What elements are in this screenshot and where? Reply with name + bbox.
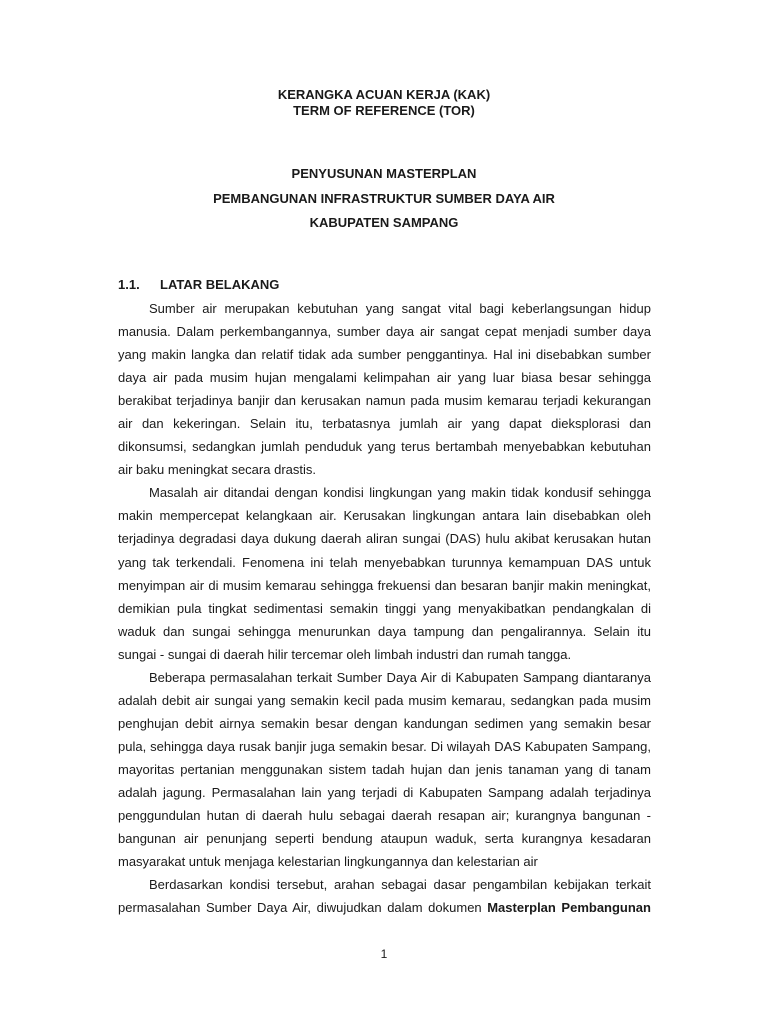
page-number: 1 (380, 947, 388, 961)
paragraph-line: terjadinya degradasi daya dukung daerah aliran sungai (DAS) hulu akibat kerusakan hutan (118, 531, 651, 547)
document-title (0, 87, 768, 119)
title-line-tor: TERM OF REFERENCE (TOR) (293, 103, 475, 118)
paragraph-line: Masalah air ditandai dengan kondisi lingkungan yang makin tidak kondusif sehingga (149, 485, 651, 501)
subtitle-line-3: KABUPATEN SAMPANG (309, 215, 459, 230)
paragraph-line: penghujan debit airnya semakin besar dengan kandungan sedimen yang semakin besar (118, 715, 651, 731)
paragraph-line: adalah jagung. Permasalahan lain yang terjadi di Kabupaten Sampang adalah terjadinya (118, 784, 651, 800)
paragraph-line: menyimpan air di musim kemarau sehingga frekuensi dan besaran banjir makin meningkat, (118, 577, 651, 593)
paragraph-line: air dan kekeringan. Selain itu, terbatasnya jumlah air yang dapat dieksplorasi dan (118, 416, 651, 432)
paragraph-line: demikian pula tingkat sedimentasi semakin tinggi yang menyakibatkan pendangkalan di (118, 600, 651, 616)
paragraph-line: waduk dan sungai sehingga menurunkan daya tampung dan pengalirannya. Selain itu (118, 623, 651, 639)
document-subtitle (0, 162, 768, 236)
paragraph-text: permasalahan Sumber Daya Air, diwujudkan dalam dokumen (118, 900, 488, 916)
paragraph-line: manusia. Dalam perkembangannya, sumber daya air sangat cepat menjadi sumber daya (118, 324, 651, 340)
section-heading (118, 277, 279, 293)
paragraph-line: masyarakat untuk menjaga kelestarian lingkungannya dan kelestarian air (118, 854, 538, 870)
section-number: 1.1. (118, 277, 140, 292)
section-title: LATAR BELAKANG (160, 277, 280, 292)
paragraph-line: yang tak terkendali. Fenomena ini telah menyebabkan turunnya kemampuan DAS untuk (118, 554, 651, 570)
paragraph-line: daya air pada musim hujan mengalami kelimpahan air yang luar biasa besar sehingga (118, 370, 651, 386)
paragraph-line: adalah debit air sungai yang semakin kecil pada musim kemarau, sedangkan pada musim (118, 692, 651, 708)
paragraph-line: Beberapa permasalahan terkait Sumber Daya Air di Kabupaten Sampang diantaranya (149, 669, 651, 685)
body-text (118, 297, 651, 919)
paragraph-line: yang makin langka dan relatif tidak ada sumber penggantinya. Hal ini disebabkan sumber (118, 347, 651, 363)
paragraph-line: sungai - sungai di daerah hilir tercemar oleh limbah industri dan rumah tangga. (118, 646, 572, 662)
bold-phrase: Masterplan Pembangunan (487, 900, 651, 916)
paragraph-line: penggundulan hutan di daerah hulu sebagai daerah resapan air; kurangnya bangunan - (118, 808, 651, 824)
paragraph-line: Sumber air merupakan kebutuhan yang sangat vital bagi keberlangsungan hidup (149, 301, 651, 316)
paragraph-line: Berdasarkan kondisi tersebut, arahan sebagai dasar pengambilan kebijakan terkait (149, 877, 651, 893)
subtitle-line-2: PEMBANGUNAN INFRASTRUKTUR SUMBER DAYA AIR (213, 190, 555, 206)
paragraph-line: dikonsumsi, sedangkan jumlah penduduk yang terus bertambah menyebabkan kebutuhan (118, 439, 651, 455)
paragraph-line: pula, sehingga daya rusak banjir juga semakin besar. Di wilayah DAS Kabupaten Sampang, (118, 738, 651, 754)
subtitle-line-1: PENYUSUNAN MASTERPLAN (291, 166, 477, 181)
paragraph-line-mixed (118, 896, 651, 919)
paragraph-line: berakibat terjadinya banjir dan kerusakan namun pada musim kemarau terjadi kekurangan (118, 393, 651, 409)
title-line-kak: KERANGKA ACUAN KERJA (KAK) (277, 87, 491, 102)
paragraph-line: mayoritas pertanian menggunakan sistem tadah hujan dan jenis tanaman yang di tanam (118, 761, 651, 777)
paragraph-line: makin mempercepat kelangkaan air. Kerusakan lingkungan antara lain disebabkan oleh (118, 508, 651, 524)
paragraph-line: bangunan air penunjang seperti bendung ataupun waduk, serta kurangnya kesadaran (118, 831, 651, 847)
paragraph-line: air baku meningkat secara drastis. (118, 462, 316, 478)
